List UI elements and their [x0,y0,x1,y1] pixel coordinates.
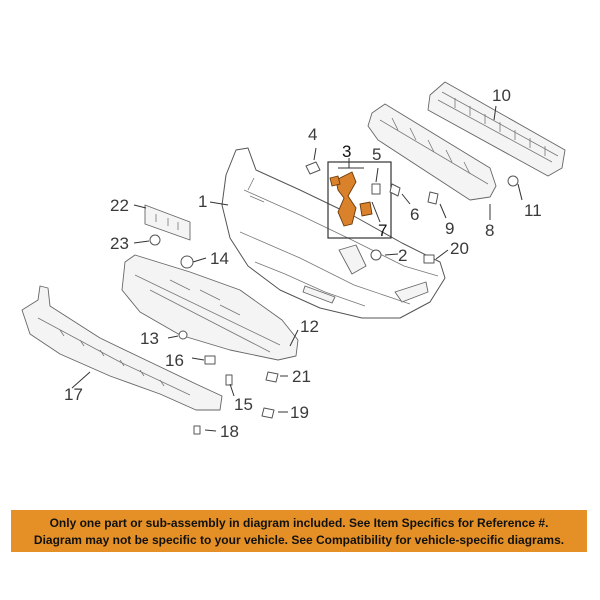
callout-17: 17 [64,385,83,404]
disclaimer-line-2: Diagram may not be specific to your vehicle. See Compatibility for vehicle-specific diagrams. [33,533,565,547]
callout-6: 6 [410,205,420,224]
callout-5: 5 [372,145,382,164]
callout-13: 13 [140,329,159,348]
callout-18: 18 [220,422,239,441]
callout-20: 20 [450,239,469,258]
callout-23: 23 [110,234,129,253]
callout-4: 4 [308,125,318,144]
disclaimer-banner [11,510,587,552]
callout-21: 21 [292,367,311,386]
callout-19: 19 [290,403,309,422]
bumper-cover-part [222,148,445,318]
callout-1: 1 [198,192,208,211]
callout-8: 8 [485,221,495,240]
callout-3: 3 [342,142,352,161]
callout-22: 22 [110,196,129,215]
callout-10: 10 [492,86,511,105]
disclaimer-line-1: Only one part or sub-assembly in diagram included. See Item Specifics for Reference #. [49,516,549,530]
license-bracket-part [145,205,190,240]
callout-2: 2 [398,246,408,265]
callout-14: 14 [210,249,229,268]
callout-7: 7 [378,221,388,240]
callout-9: 9 [445,219,455,238]
callout-16: 16 [165,351,184,370]
callout-11: 11 [524,201,542,220]
callout-15: 15 [234,395,253,414]
callout-12: 12 [300,317,319,336]
